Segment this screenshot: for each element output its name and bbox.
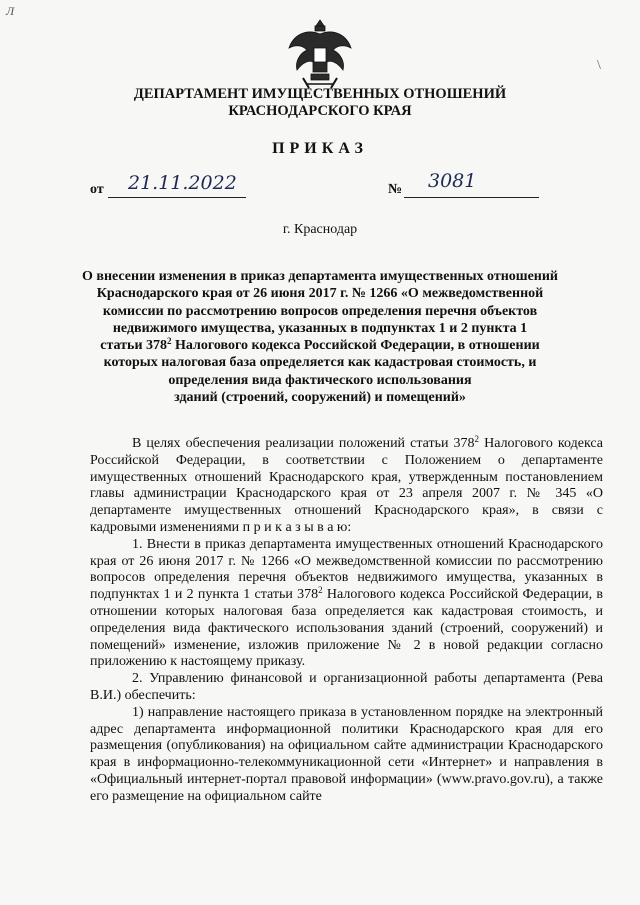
department-line-2: КРАСНОДАРСКОГО КРАЯ — [228, 103, 412, 119]
title-superscript: 2 — [167, 336, 172, 347]
number-label: № — [388, 182, 403, 197]
title-line-5-a: статьи 378 — [100, 338, 168, 354]
title-line-6: которых налоговая база определяется как кадастровая стоимость, и — [103, 355, 537, 371]
item-1-superscript: 2 — [318, 585, 323, 596]
department-line-1: ДЕПАРТАМЕНТ ИМУЩЕСТВЕННЫХ ОТНОШЕНИЙ — [133, 86, 507, 102]
handwritten-page-mark: Л — [6, 4, 15, 18]
number-underline — [404, 197, 539, 198]
handwritten-number: 3081 — [428, 170, 477, 192]
handwritten-date: 21.11.2022 — [128, 172, 237, 194]
preamble-text-b: Налогового кодекса Российской Федерации, в соответствии с Положением о департаменте имущественных отношений Краснодарского края, утвержденным постановлением главы администрации Краснодарского края от 23 апреля 2007 г. № 345 «О департаменте имущественных отношений Краснодарского края», в связи с кадровыми изменениями п р и к а з ы в а ю: — [90, 436, 603, 535]
title-line-5 — [80, 337, 560, 354]
paragraph-preamble — [90, 436, 603, 537]
title-line-3: комиссии по рассмотрению вопросов определения перечня объектов — [102, 303, 538, 319]
title-line-5-b: Налогового кодекса Российской Федерации, в отношении — [171, 338, 540, 354]
date-underline — [108, 197, 246, 198]
item-1-text-b: Налогового кодекса Российской Федерации, в отношении которых налоговая база определяется как кадастровая стоимость, и определения вида фактического использования зданий (строений, сооружений) и помещений» изменение, изложив приложение № 2 в новой редакции согласно приложению к настоящему приказу. — [90, 587, 603, 670]
krasnodar-coat-of-arms-icon — [285, 18, 355, 90]
city: г. Краснодар — [282, 222, 358, 237]
document-body — [90, 436, 603, 806]
preamble-text-a: В целях обеспечения реализации положений статьи 378 — [132, 436, 475, 451]
item-1-text-a: 1. Внести в приказ департамента имущественных отношений Краснодарского края от 26 июня 2017 г. № 1266 «О межведомственной комиссии по рассмотрению вопросов определения перечня объектов недвижимого имущества, указанных в подпунктах 1 и 2 пункта 1 статьи 378 — [90, 536, 603, 603]
title-line-1: О внесении изменения в приказ департамента имущественных отношений — [82, 269, 558, 284]
title-line-8: зданий (строений, сооружений) и помещений» — [174, 390, 466, 406]
margin-pen-mark: \ — [597, 58, 601, 73]
title-line-7: определения вида фактического использования — [168, 372, 472, 388]
preamble-superscript: 2 — [474, 434, 480, 444]
date-label: от — [90, 182, 104, 197]
document-title — [80, 268, 560, 406]
paragraph-item-1 — [90, 537, 603, 671]
department-name — [0, 86, 640, 120]
paragraph-subitem-1: 1) направление настоящего приказа в установленном порядке на электронный адрес департамента информационной политики Краснодарского края для его размещения (опубликования) на официальном сайте администрации Краснодарского края в информационно-телекоммуникационной сети «Интернет» и направления в «Официальный интернет-портал правовой информации» (www.pravo.gov.ru), а также его размещение на официальном сайте — [90, 704, 603, 804]
document-type: ПРИКАЗ — [272, 140, 368, 157]
paragraph-item-2: 2. Управлению финансовой и организационной работы департамента (Рева В.И.) обеспечить: — [90, 671, 603, 703]
title-line-2: Краснодарского края от 26 июня 2017 г. № 1266 «О межведомственной — [96, 286, 544, 302]
title-line-4: недвижимого имущества, указанных в подпунктах 1 и 2 пункта 1 — [112, 320, 528, 336]
